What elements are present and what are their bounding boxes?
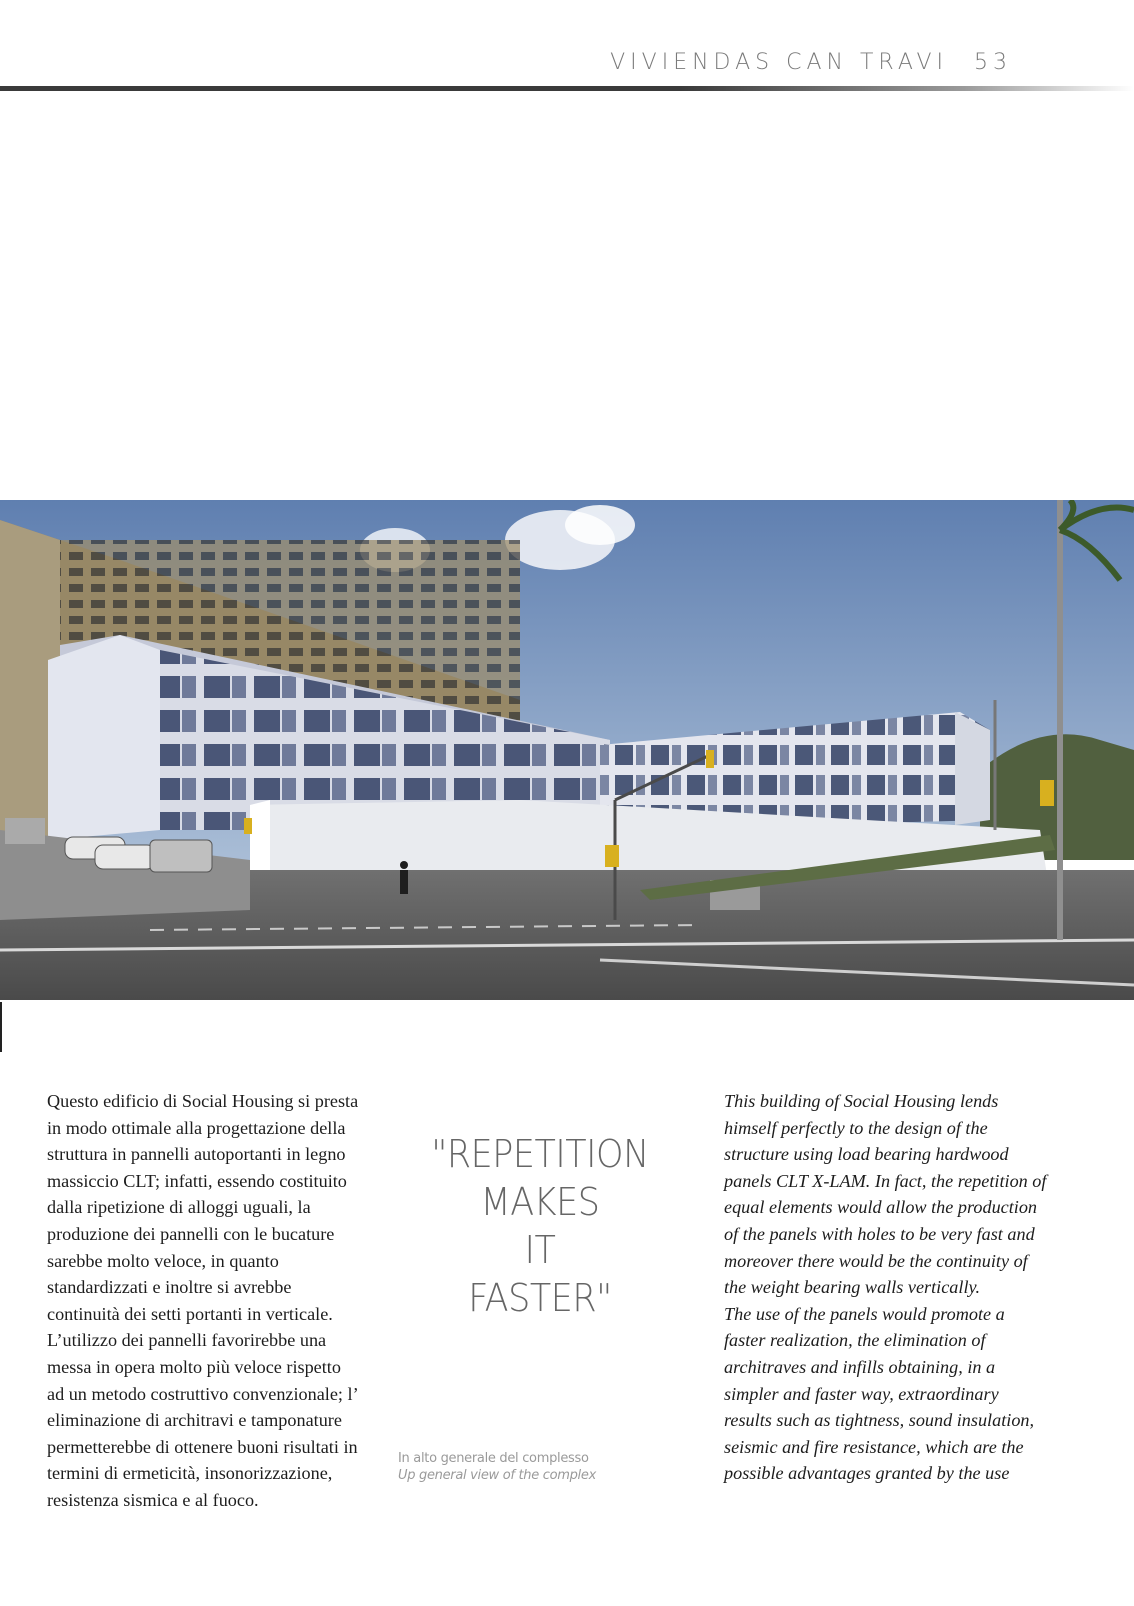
- italian-paragraph-2: L’utilizzo dei pannelli favorirebbe una messa in opera molto più veloce rispetto ad un metodo costruttivo convenzionale; l’ eliminazione di architravi e tamponature permetterebbe di ottenere buoni risultati in termini di ermeticità, insonorizzazione, resistenza sismica e al fuoco.: [47, 1330, 358, 1510]
- caption-italian: In alto generale del complesso: [398, 1451, 589, 1466]
- building-photo: [0, 500, 1134, 1000]
- photo-caption: [398, 1450, 596, 1484]
- header-rule: [0, 86, 1134, 91]
- quote-line-2: MAKES: [480, 1180, 600, 1224]
- header-title: VIVIENDAS CAN TRAVI: [610, 50, 948, 75]
- english-paragraph-1: This building of Social Housing lends himself perfectly to the design of the structure using load bearing hardwood panels CLT X-LAM. In fact, the repetition of equal elements would allow the production of the panels with holes to be very fast and moreover there would be the continuity of the weight bearing walls vertically.: [724, 1091, 1047, 1298]
- quote-line-1: "REPETITION: [431, 1132, 649, 1176]
- running-header: [610, 50, 1012, 75]
- english-text-column: [724, 1088, 1049, 1487]
- page-number: 53: [974, 50, 1012, 75]
- english-paragraph-2: The use of the panels would promote a faster realization, the elimination of architraves and infills obtaining, in a simpler and faster way, extraordinary results such as tightness, sound insulation, seismic and fire resistance, which are the possible advantages granted by the use: [724, 1303, 1035, 1484]
- building-rendering: [0, 500, 1134, 1000]
- italian-text-column: [47, 1088, 362, 1514]
- italian-paragraph-1: Questo edificio di Social Housing si presta in modo ottimale alla progettazione della struttura in pannelli autoportanti in legno massiccio CLT; infatti, essendo costituito dalla ripetizione di alloggi uguali, la produzione dei pannelli con le bucature sarebbe molto veloce, in quanto standardizzati e inoltre si avrebbe continuità dei setti portanti in verticale.: [47, 1091, 359, 1324]
- caption-english: Up general view of the complex: [398, 1468, 596, 1483]
- pull-quote: [400, 1130, 680, 1322]
- quote-line-3: IT: [524, 1228, 556, 1272]
- quote-line-4: FASTER": [468, 1276, 612, 1320]
- margin-mark: [0, 1002, 2, 1052]
